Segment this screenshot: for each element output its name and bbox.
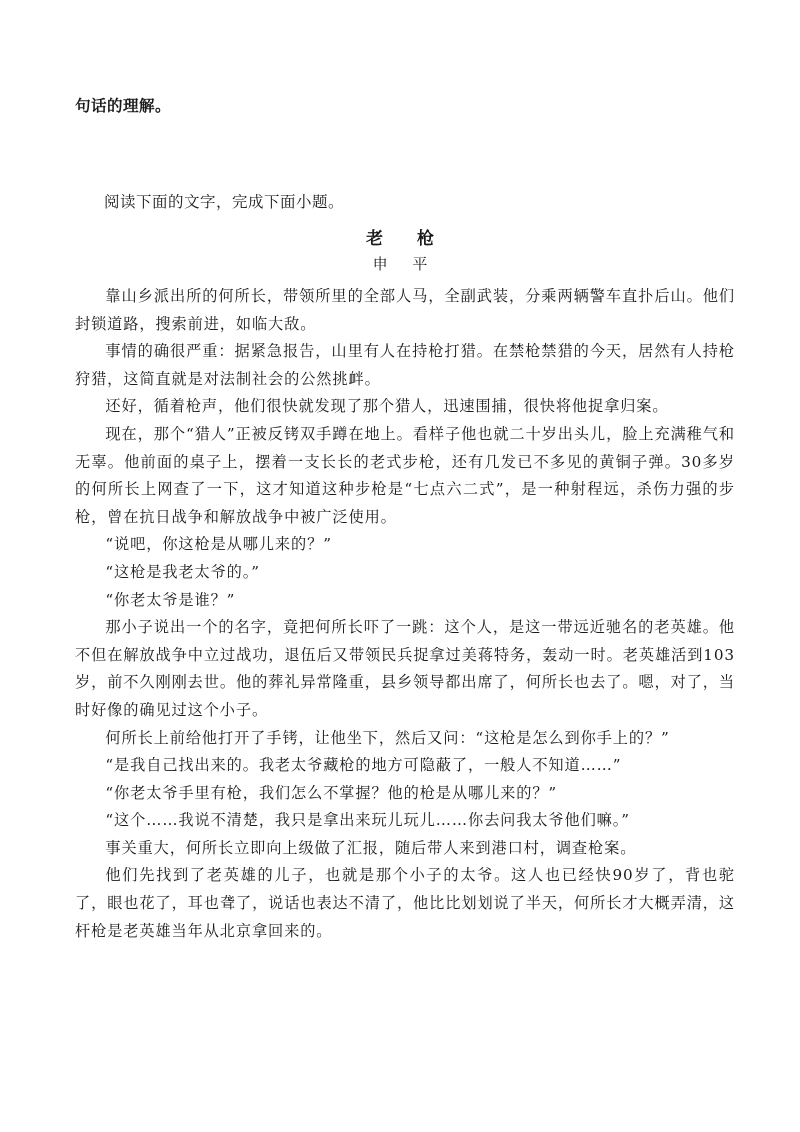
story-body: [75, 283, 735, 945]
paragraph: 现在，那个“猎人”正被反铐双手蹲在地上。看样子他也就二十岁出头儿，脸上充满稚气和无辜。他前面的桌子上，摆着一支长长的老式步枪，还有几发已不多见的黄铜子弹。30多岁的何所长上网查了一下，这才知道这种步枪是“七点六二式”，是一种射程远，杀伤力强的步枪，曾在抗日战争和解放战争中被广泛使用。: [75, 424, 735, 526]
story-author: 申 平: [372, 255, 438, 273]
reading-instruction: 阅读下面的文字，完成下面小题。: [104, 193, 345, 211]
question-heading-fragment: 句话的理解。: [75, 97, 172, 115]
paragraph: 他们先找到了老英雄的儿子，也就是那个小子的太爷。这人也已经快90岁了，背也驼了，眼也花了，耳也聋了，说话也表达不清了，他比比划划说了半天，何所长才大概弄清，这杆枪是老英雄当年从北京拿回来的。: [75, 866, 735, 940]
paragraph: “你老太爷是谁？”: [105, 590, 236, 609]
paragraph: 何所长上前给他打开了手铐，让他坐下，然后又问：“这枪是怎么到你手上的？”: [105, 728, 670, 747]
paragraph: “这个……我说不清楚，我只是拿出来玩儿玩儿……你去问我太爷他们嘛。”: [105, 811, 630, 830]
paragraph: 事情的确很严重：据紧急报告，山里有人在持枪打猎。在禁枪禁猎的今天，居然有人持枪狩猎，这简直就是对法制社会的公然挑衅。: [75, 342, 735, 388]
paragraph: 那小子说出一个的名字，竟把何所长吓了一跳：这个人，是这一带远近驰名的老英雄。他不但在解放战争中立过战功，退伍后又带领民兵捉拿过美蒋特务，轰动一时。老英雄活到103岁，前不久刚刚去世。他的葬礼异常隆重，县乡领导都出席了，何所长也去了。嗯，对了，当时好像的确见过这个小子。: [75, 618, 735, 719]
story-title: 老 枪: [366, 229, 448, 249]
paragraph: 靠山乡派出所的何所长，带领所里的全部人马，全副武装，分乘两辆警车直扑后山。他们封锁道路，搜索前进，如临大敌。: [75, 287, 735, 333]
paragraph: “你老太爷手里有枪，我们怎么不掌握？他的枪是从哪儿来的？”: [105, 783, 558, 802]
paragraph: “这枪是我老太爷的。”: [105, 562, 260, 581]
paragraph: “说吧，你这枪是从哪儿来的？”: [105, 535, 332, 554]
paragraph: 事关重大，何所长立即向上级做了汇报，随后带人来到港口村，调查枪案。: [105, 838, 637, 857]
paragraph: “是我自己找出来的。我老太爷藏枪的地方可隐蔽了，一般人不知道……”: [105, 756, 622, 775]
paragraph: 还好，循着枪声，他们很快就发现了那个猎人，迅速围捕，很快将他捉拿归案。: [105, 397, 669, 416]
